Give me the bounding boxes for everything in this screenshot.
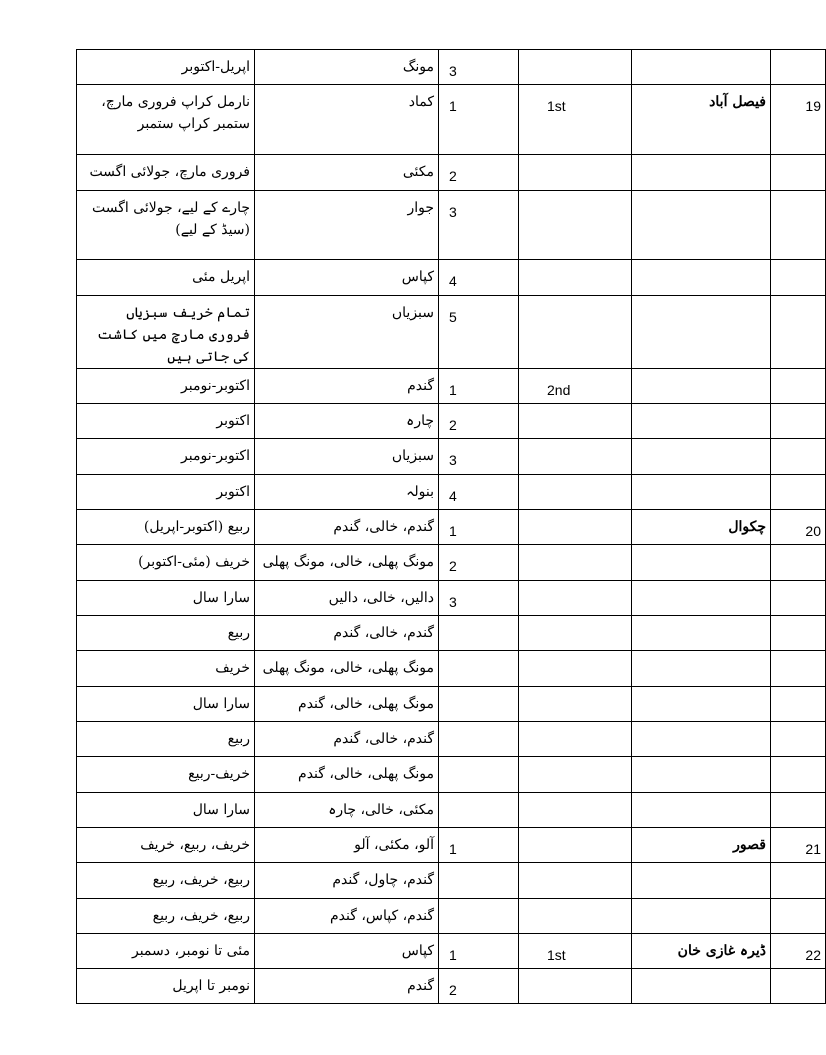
cell-crop: گندم، خالی، گندم [255, 616, 439, 651]
cell-serial [771, 863, 826, 899]
cell-district [632, 793, 771, 828]
cell-district [632, 687, 771, 722]
cell-crop-number: 2 [439, 545, 519, 581]
cell-crop: مونگ پھلی، خالی، گندم [255, 757, 439, 793]
cell-district [632, 155, 771, 191]
cell-crop-number [439, 757, 519, 793]
cell-rank [519, 793, 632, 828]
cell-sowing-season: خریف [77, 651, 255, 687]
cell-rank [519, 687, 632, 722]
cell-rank [519, 404, 632, 439]
cell-serial [771, 404, 826, 439]
cell-serial [771, 296, 826, 369]
cell-rank: 1st [519, 85, 632, 155]
cell-rank [519, 50, 632, 85]
table-row [77, 510, 826, 545]
cell-crop-number: 1 [439, 828, 519, 863]
cell-crop-number: 2 [439, 404, 519, 439]
cell-crop-number: 1 [439, 510, 519, 545]
cell-sowing-season: مئی تا نومبر، دسمبر [77, 934, 255, 969]
cell-sowing-season: ربیع [77, 722, 255, 757]
cell-sowing-season: چارے کے لیے، جولائی اگست (سیڈ کے لیے) [77, 191, 255, 260]
cell-crop: مونگ [255, 50, 439, 85]
cell-crop: گندم [255, 369, 439, 404]
cell-crop: آلو، مکئی، آلو [255, 828, 439, 863]
cell-crop: گندم، کپاس، گندم [255, 899, 439, 934]
cell-rank [519, 510, 632, 545]
cell-sowing-season: اکتوبر-نومبر [77, 369, 255, 404]
cell-sowing-season: تمام خریف سبزیاں فروری مارچ میں کاشت کی جاتی ہیں [77, 296, 255, 369]
table-row [77, 369, 826, 404]
cell-rank [519, 260, 632, 296]
cell-rank [519, 545, 632, 581]
table-row [77, 50, 826, 85]
cell-crop: گندم، چاول، گندم [255, 863, 439, 899]
cell-sowing-season: ربیع، خریف، ربیع [77, 899, 255, 934]
cell-district [632, 475, 771, 510]
cell-district: چکوال [632, 510, 771, 545]
cell-crop: سبزیاں [255, 439, 439, 475]
table-row [77, 404, 826, 439]
cell-crop: مونگ پھلی، خالی، گندم [255, 687, 439, 722]
cell-crop: گندم، خالی، گندم [255, 510, 439, 545]
cell-serial [771, 793, 826, 828]
table-row [77, 475, 826, 510]
cell-rank [519, 969, 632, 1004]
cell-crop-number: 2 [439, 155, 519, 191]
cell-crop: گندم [255, 969, 439, 1004]
cell-district: قصور [632, 828, 771, 863]
cell-serial [771, 369, 826, 404]
cell-district [632, 545, 771, 581]
cell-rank [519, 581, 632, 616]
cell-district [632, 863, 771, 899]
table-row [77, 722, 826, 757]
cell-crop-number [439, 616, 519, 651]
cell-crop: کپاس [255, 260, 439, 296]
cell-crop-number: 4 [439, 475, 519, 510]
cell-district [632, 296, 771, 369]
cell-serial [771, 50, 826, 85]
cell-sowing-season: اپریل مئی [77, 260, 255, 296]
cell-district [632, 260, 771, 296]
cell-serial [771, 616, 826, 651]
table-row [77, 85, 826, 155]
cell-serial [771, 545, 826, 581]
cell-sowing-season: خریف، ربیع، خریف [77, 828, 255, 863]
cell-sowing-season: خریف (مئی-اکتوبر) [77, 545, 255, 581]
cell-sowing-season: اکتوبر [77, 475, 255, 510]
cell-district [632, 722, 771, 757]
cell-crop: کماد [255, 85, 439, 155]
cell-sowing-season: سارا سال [77, 793, 255, 828]
cell-crop-number: 3 [439, 50, 519, 85]
cell-district: ڈیرہ غازی خان [632, 934, 771, 969]
cell-rank [519, 757, 632, 793]
table-row [77, 191, 826, 260]
cell-sowing-season: سارا سال [77, 581, 255, 616]
table-row [77, 581, 826, 616]
cell-serial [771, 581, 826, 616]
cell-crop: کپاس [255, 934, 439, 969]
cell-serial [771, 687, 826, 722]
cell-sowing-season: خریف-ربیع [77, 757, 255, 793]
cell-sowing-season: ربیع، خریف، ربیع [77, 863, 255, 899]
cell-district [632, 404, 771, 439]
table-row [77, 260, 826, 296]
cell-crop-number [439, 793, 519, 828]
table-row [77, 616, 826, 651]
table-row [77, 863, 826, 899]
cell-rank: 1st [519, 934, 632, 969]
cell-sowing-season: فروری مارچ، جولائی اگست [77, 155, 255, 191]
table-row [77, 687, 826, 722]
cell-serial [771, 969, 826, 1004]
cell-crop: سبزیاں [255, 296, 439, 369]
cell-crop-number [439, 722, 519, 757]
cell-crop: چارہ [255, 404, 439, 439]
cell-rank [519, 296, 632, 369]
cell-rank [519, 191, 632, 260]
cell-crop: دالیں، خالی، دالیں [255, 581, 439, 616]
cell-crop-number [439, 863, 519, 899]
cell-district: فیصل آباد [632, 85, 771, 155]
cell-rank [519, 863, 632, 899]
cell-district [632, 757, 771, 793]
cell-rank [519, 722, 632, 757]
cell-crop-number: 5 [439, 296, 519, 369]
cell-district [632, 651, 771, 687]
cell-sowing-season: اکتوبر-نومبر [77, 439, 255, 475]
cell-sowing-season: سارا سال [77, 687, 255, 722]
cell-sowing-season: ربیع (اکتوبر-اپریل) [77, 510, 255, 545]
table-row [77, 439, 826, 475]
table-row [77, 651, 826, 687]
cell-district [632, 581, 771, 616]
cell-sowing-season: نارمل کراپ فروری مارچ، ستمبر کراپ ستمبر [77, 85, 255, 155]
cell-serial [771, 439, 826, 475]
cell-rank: 2nd [519, 369, 632, 404]
cell-rank [519, 651, 632, 687]
cell-crop: گندم، خالی، گندم [255, 722, 439, 757]
cell-serial [771, 899, 826, 934]
cell-district [632, 969, 771, 1004]
cell-rank [519, 828, 632, 863]
cell-serial: 20 [771, 510, 826, 545]
table-row [77, 934, 826, 969]
cell-rank [519, 475, 632, 510]
cell-crop-number: 3 [439, 191, 519, 260]
cell-sowing-season: نومبر تا اپریل [77, 969, 255, 1004]
cell-crop-number [439, 687, 519, 722]
table-row [77, 155, 826, 191]
cell-crop-number: 1 [439, 934, 519, 969]
table-row [77, 296, 826, 369]
table-body [77, 50, 826, 1004]
cell-rank [519, 155, 632, 191]
cell-sowing-season: اپریل-اکتوبر [77, 50, 255, 85]
cell-rank [519, 616, 632, 651]
cell-district [632, 369, 771, 404]
cell-crop-number: 3 [439, 581, 519, 616]
cell-rank [519, 439, 632, 475]
table-row [77, 969, 826, 1004]
cell-crop-number: 4 [439, 260, 519, 296]
cell-serial [771, 155, 826, 191]
cell-crop-number: 1 [439, 369, 519, 404]
cell-serial [771, 260, 826, 296]
cell-rank [519, 899, 632, 934]
cell-district [632, 616, 771, 651]
cell-crop: بنولہ [255, 475, 439, 510]
crop-calendar-table [76, 49, 826, 1004]
table-row [77, 793, 826, 828]
cell-serial [771, 475, 826, 510]
table-row [77, 545, 826, 581]
cell-crop: مکئی، خالی، چارہ [255, 793, 439, 828]
cell-crop-number: 1 [439, 85, 519, 155]
cell-crop: مونگ پھلی، خالی، مونگ پھلی [255, 545, 439, 581]
cell-serial: 22 [771, 934, 826, 969]
cell-serial [771, 651, 826, 687]
cell-sowing-season: ربیع [77, 616, 255, 651]
cell-district [632, 50, 771, 85]
cell-serial: 21 [771, 828, 826, 863]
cell-crop: جوار [255, 191, 439, 260]
cell-serial: 19 [771, 85, 826, 155]
cell-sowing-season: اکتوبر [77, 404, 255, 439]
cell-crop-number [439, 651, 519, 687]
cell-crop-number: 3 [439, 439, 519, 475]
table-row [77, 828, 826, 863]
cell-district [632, 191, 771, 260]
cell-crop-number [439, 899, 519, 934]
cell-crop: مونگ پھلی، خالی، مونگ پھلی [255, 651, 439, 687]
cell-serial [771, 191, 826, 260]
cell-serial [771, 722, 826, 757]
cell-crop-number: 2 [439, 969, 519, 1004]
cell-serial [771, 757, 826, 793]
cell-crop: مکئی [255, 155, 439, 191]
cell-district [632, 439, 771, 475]
table-row [77, 899, 826, 934]
table-row [77, 757, 826, 793]
cell-district [632, 899, 771, 934]
